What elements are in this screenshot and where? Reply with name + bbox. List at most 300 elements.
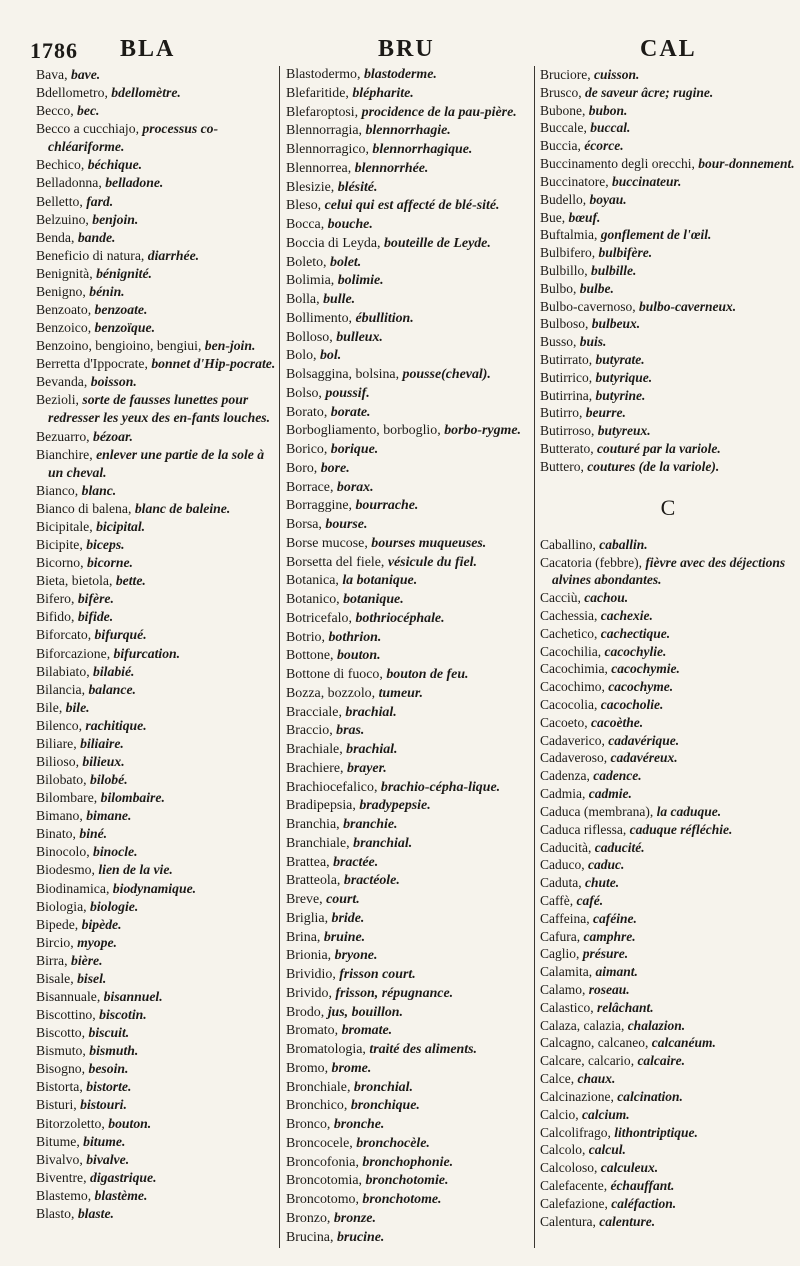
entry-headword: Brachiale <box>286 742 340 757</box>
entry-headword: Cacochimia <box>540 661 605 677</box>
entry-headword: Bdellometro <box>36 85 105 101</box>
entry-translation: lien de la vie. <box>98 862 173 878</box>
dictionary-entry: Cadaverico, cadavérique. <box>540 732 680 748</box>
entry-translation: belladone. <box>105 175 164 191</box>
dictionary-entry: Cacciù, cachou. <box>540 590 629 606</box>
entry-translation: bave. <box>70 67 101 82</box>
column-middle <box>286 66 532 1247</box>
entry-headword: Bieta, bietola <box>36 573 109 589</box>
entry-translation: la botanique. <box>342 573 418 589</box>
entry-headword: Buccinatore <box>540 173 606 189</box>
dictionary-entry: Buftalmia, gonflement de l'œil. <box>540 227 712 243</box>
dictionary-entry: Biodinamica, biodynamique. <box>36 880 197 896</box>
dictionary-entry: Cafura, camphre. <box>540 928 636 944</box>
entry-translation: bec. <box>77 103 100 119</box>
entry-headword: Bottone di fuoco <box>286 667 380 682</box>
entry-translation: cacochylie. <box>604 643 667 659</box>
dictionary-entry: Biodesmo, lien de la vie. <box>36 862 173 878</box>
entry-translation: borbo-rygme. <box>444 423 521 439</box>
dictionary-entry: Butirrina, butyrine. <box>540 387 646 403</box>
entry-headword: Braccio <box>286 723 330 739</box>
dictionary-entry: Biscotto, biscuit. <box>36 1025 130 1041</box>
entry-translation: roseau. <box>588 982 630 997</box>
dictionary-entry: Bezuarro, bézoar. <box>36 428 133 444</box>
dictionary-entry: Borbogliamento, borboglio, borbo-rygme. <box>286 423 521 439</box>
entry-translation: cadmie. <box>588 786 632 802</box>
entry-headword: Borico <box>286 442 324 457</box>
dictionary-entry: Binato, biné. <box>36 826 108 842</box>
entry-headword: Caduco <box>540 857 582 873</box>
entry-translation: cachexie. <box>600 607 653 623</box>
entry-translation: brome. <box>331 1060 372 1076</box>
entry-translation: bourses muqueuses. <box>371 535 487 551</box>
dictionary-entry: Calce, chaux. <box>540 1071 616 1087</box>
entry-headword: Butirroso <box>540 423 592 439</box>
dictionary-entry: Bile, bile. <box>36 699 90 715</box>
entry-translation: bilieux. <box>82 753 125 769</box>
entry-headword: Bilioso <box>36 753 76 769</box>
entry-headword: Bromato <box>286 1023 335 1039</box>
entry-translation: bisannuel. <box>103 988 163 1004</box>
dictionary-entry: Bisogno, besoin. <box>36 1061 129 1077</box>
entry-translation: bronchial. <box>353 1079 413 1095</box>
dictionary-entry: Bolso, poussif. <box>286 385 370 401</box>
entry-headword: Calastico <box>540 999 591 1015</box>
dictionary-entry: Belletto, fard. <box>36 193 114 209</box>
dictionary-entry: Brodo, jus, bouillon. <box>286 1004 403 1020</box>
column-left <box>36 66 276 1223</box>
entry-translation: butyrique. <box>595 369 653 385</box>
entry-translation: bicorne. <box>86 555 133 571</box>
dictionary-entry: Bulboso, bulbeux. <box>540 316 641 332</box>
dictionary-entry: Boccia di Leyda, bouteille de Leyde. <box>286 235 491 251</box>
entry-headword: Brivido <box>286 985 329 1001</box>
entry-translation: bronchique. <box>350 1098 420 1114</box>
entry-headword: Botanico <box>286 592 337 607</box>
dictionary-entry: Blefaritide, blépharite. <box>286 85 414 101</box>
dictionary-entry: Bieta, bietola, bette. <box>36 573 146 589</box>
entry-headword: Blesizie <box>286 179 331 195</box>
dictionary-entry: Biliare, biliaire. <box>36 735 124 751</box>
entry-translation: bilabié. <box>93 663 135 679</box>
entry-translation: bénin. <box>89 283 125 299</box>
dictionary-entry: Broncocele, bronchocèle. <box>286 1135 430 1151</box>
entry-headword: Bracciale <box>286 704 339 720</box>
entry-translation: calcanéum. <box>651 1035 716 1051</box>
entry-translation: échauffant. <box>610 1177 675 1193</box>
dictionary-entry: Bubone, bubon. <box>540 102 628 118</box>
dictionary-entry: Busso, buis. <box>540 334 607 350</box>
dictionary-entry: Bolsaggina, bolsina, pousse(cheval). <box>286 367 491 382</box>
dictionary-entry: Caduca (membrana), la caduque. <box>540 803 722 819</box>
entry-headword: Caduca riflessa <box>540 821 623 837</box>
dictionary-entry: Boro, bore. <box>286 460 350 476</box>
entry-translation: bivalve. <box>86 1151 130 1167</box>
entry-translation: ébullition. <box>355 310 414 326</box>
entry-translation: bolet. <box>330 254 362 270</box>
entry-headword: Belladonna <box>36 175 99 191</box>
entry-headword: Buttero <box>540 458 581 474</box>
entry-translation: bistorte. <box>86 1079 132 1095</box>
entry-translation: bromate. <box>341 1023 393 1039</box>
entry-translation: la caduque. <box>656 803 722 819</box>
entry-translation: frisson, répugnance. <box>335 985 454 1001</box>
dictionary-entry: Calcare, calcario, calcaire. <box>540 1053 686 1069</box>
entry-headword: Buccale <box>540 120 584 136</box>
entry-headword: Butirrato <box>540 352 589 367</box>
dictionary-entry: Blesizie, blésité. <box>286 179 378 195</box>
entry-headword: Blefaroptosi <box>286 104 355 120</box>
entry-translation: bryone. <box>334 948 378 964</box>
entry-translation: bulbe. <box>579 280 614 296</box>
entry-translation: bractéole. <box>343 873 400 889</box>
dictionary-entry: Bradipepsia, bradypepsie. <box>286 798 431 814</box>
entry-headword: Caffè <box>540 892 570 908</box>
entry-headword: Blefaritide <box>286 85 346 101</box>
dictionary-entry: Bisannuale, bisannuel. <box>36 988 163 1004</box>
entry-translation: bifère. <box>77 591 114 607</box>
dictionary-entry: Brusco, de saveur âcre; rugine. <box>540 84 714 100</box>
entry-headword: Bianchire <box>36 446 90 462</box>
entry-translation: bore. <box>320 460 350 476</box>
entry-headword: Cacoeto <box>540 714 585 730</box>
entry-translation: besoin. <box>88 1061 129 1077</box>
entry-translation: caduque réfléchie. <box>629 821 733 837</box>
entry-translation: caduc. <box>588 857 625 873</box>
dictionary-entry: Botrio, bothrion. <box>286 629 382 645</box>
dictionary-entry: Brattea, bractée. <box>286 854 379 870</box>
dictionary-entry: Caffè, café. <box>540 892 604 908</box>
dictionary-entry: Brachiocefalico, brachio-cépha-lique. <box>286 779 501 795</box>
entry-translation: blésité. <box>337 179 378 195</box>
entry-headword: Bisogno <box>36 1061 82 1077</box>
entry-headword: Bitorzoletto <box>36 1115 102 1131</box>
entry-translation: gonflement de l'œil. <box>600 227 712 243</box>
dictionary-entry: Cachetico, cachectique. <box>540 625 671 641</box>
entry-headword: Bianco di balena <box>36 500 128 516</box>
entry-translation: fard. <box>86 193 114 209</box>
entry-translation: boisson. <box>90 374 137 390</box>
entry-headword: Caglio <box>540 946 576 962</box>
entry-translation: béchique. <box>87 157 143 173</box>
entry-headword: Buccia <box>540 138 578 154</box>
dictionary-entry: Buccale, buccal. <box>540 120 631 136</box>
dictionary-entry: Bitorzoletto, bouton. <box>36 1115 152 1131</box>
dictionary-entry: Cacocolia, cacocholie. <box>540 697 664 712</box>
entry-headword: Blennorrea <box>286 160 348 176</box>
entry-translation: blastème. <box>94 1187 148 1203</box>
dictionary-entry: Becco a cucchiajo, processus co-chléariforme. <box>36 121 219 155</box>
entry-translation: bénignité. <box>96 265 152 281</box>
center-guide-word: BRU <box>378 36 435 62</box>
entry-headword: Biodesmo <box>36 862 92 878</box>
entry-headword: Bratteola <box>286 873 337 889</box>
dictionary-entry: Calcoloso, calculeux. <box>540 1160 659 1176</box>
dictionary-entry: Braccio, bras. <box>286 723 365 739</box>
entry-translation: bimane. <box>86 808 132 824</box>
entry-translation: calcium. <box>582 1106 630 1122</box>
entry-headword: Botanica <box>286 573 336 589</box>
entry-headword: Bronchiale <box>286 1079 347 1095</box>
entry-translation: brucine. <box>336 1229 385 1245</box>
entry-headword: Bilombare <box>36 790 94 806</box>
entry-headword: Bue <box>540 209 562 225</box>
dictionary-entry: Broncofonia, bronchophonie. <box>286 1154 454 1170</box>
dictionary-entry: Bdellometro, bdellomètre. <box>36 85 181 101</box>
dictionary-entry: Broncotomo, bronchotome. <box>286 1192 442 1207</box>
entry-headword: Briglia <box>286 910 325 926</box>
dictionary-entry: Berretta d'Ippocrate, bonnet d'Hip-pocrate. <box>36 356 276 372</box>
entry-headword: Calefacente <box>540 1177 604 1193</box>
entry-translation: biodynamique. <box>112 880 197 896</box>
entry-headword: Berretta d'Ippocrate <box>36 356 145 372</box>
entry-headword: Borbogliamento, borboglio <box>286 423 438 439</box>
section-letter: C <box>660 494 676 520</box>
dictionary-entry: Calastico, relâchant. <box>540 999 654 1015</box>
entry-translation: coutures (de la variole). <box>587 458 720 474</box>
dictionary-entry: Cacatoria (febbre), fièvre avec des déjections alvines abondantes. <box>540 554 786 588</box>
entry-headword: Calcagno, calcaneo <box>540 1035 645 1051</box>
entry-headword: Cacochimo <box>540 679 602 695</box>
entry-headword: Blennorragico <box>286 142 366 157</box>
dictionary-entry: Branchiale, branchial. <box>286 835 413 851</box>
right-guide-word: CAL <box>640 36 697 62</box>
dictionary-entry: Broncotomia, bronchotomie. <box>286 1173 449 1189</box>
entry-headword: Bulbillo <box>540 262 585 278</box>
entry-translation: bœuf. <box>568 209 601 225</box>
entry-translation: binocle. <box>93 844 138 860</box>
dictionary-entry: Brachiere, brayer. <box>286 760 387 776</box>
entry-translation: branchial. <box>353 835 413 851</box>
dictionary-entry: Calamita, aimant. <box>540 964 638 980</box>
entry-translation: butyrine. <box>595 387 646 403</box>
dictionary-entry: Calaza, calazia, chalazion. <box>540 1017 686 1033</box>
entry-translation: bourrache. <box>355 498 419 514</box>
entry-headword: Bisale <box>36 970 71 986</box>
entry-headword: Borsetta del fiele <box>286 554 381 570</box>
entry-translation: biliaire. <box>80 735 124 751</box>
entry-translation: biscotin. <box>99 1007 147 1023</box>
dictionary-entry: Butirrato, butyrate. <box>540 352 645 367</box>
dictionary-entry: Borato, borate. <box>286 404 371 420</box>
entry-translation: biné. <box>79 826 108 842</box>
entry-translation: tumeur. <box>378 685 423 701</box>
dictionary-entry: Borico, borique. <box>286 442 379 457</box>
entry-translation: bolimie. <box>337 273 384 289</box>
page-number: 1786 <box>30 38 78 63</box>
dictionary-entry: Buccia, écorce. <box>540 138 624 154</box>
dictionary-entry: Cacoeto, cacoèthe. <box>540 714 644 730</box>
entry-headword: Bismuto <box>36 1043 83 1059</box>
dictionary-entry: Bechico, béchique. <box>36 157 143 173</box>
dictionary-entry: Biscottino, biscotin. <box>36 1007 147 1023</box>
entry-translation: botanique. <box>343 592 404 607</box>
entry-headword: Boleto <box>286 254 324 270</box>
entry-translation: beurre. <box>585 405 626 421</box>
entry-translation: cachectique. <box>600 625 671 641</box>
entry-translation: procidence de la pau-pière. <box>361 104 517 120</box>
dictionary-entry: Bianco di balena, blanc de baleine. <box>36 500 231 516</box>
entry-translation: bol. <box>319 348 342 364</box>
dictionary-entry: Bromatologia, traité des aliments. <box>286 1042 477 1057</box>
dictionary-entry: Brivido, frisson, répugnance. <box>286 985 454 1001</box>
dictionary-entry: Bitume, bitume. <box>36 1133 126 1149</box>
dictionary-entry: Butirroso, butyreux. <box>540 423 651 439</box>
entry-translation: brachial. <box>346 742 398 757</box>
entry-headword: Bulbifero <box>540 245 592 261</box>
entry-translation: court. <box>326 892 360 907</box>
column-right-entries-b <box>540 66 796 476</box>
entry-translation: cadavérique. <box>608 732 680 748</box>
entry-translation: bile. <box>65 699 90 715</box>
dictionary-entry: Bromato, bromate. <box>286 1023 393 1039</box>
dictionary-entry: Bratteola, bractéole. <box>286 873 400 889</box>
dictionary-entry: Bolo, bol. <box>286 348 342 364</box>
entry-headword: Bronco <box>286 1117 327 1132</box>
dictionary-entry: Calefazione, caléfaction. <box>540 1195 677 1211</box>
dictionary-entry: Biforcato, bifurqué. <box>36 627 147 643</box>
entry-translation: bière. <box>70 952 103 968</box>
entry-headword: Calcinazione <box>540 1088 611 1104</box>
dictionary-entry: Borrace, borax. <box>286 479 374 495</box>
entry-headword: Bolla <box>286 292 317 307</box>
entry-headword: Bevanda <box>36 374 84 390</box>
entry-headword: Bisannuale <box>36 988 97 1004</box>
entry-translation: bipède. <box>81 916 122 932</box>
dictionary-entry: Cacochimo, cacochyme. <box>540 679 674 695</box>
entry-translation: bulleux. <box>336 329 383 345</box>
entry-translation: borique. <box>330 442 379 457</box>
entry-headword: Benzoico <box>36 320 88 336</box>
entry-headword: Calcio <box>540 1106 576 1122</box>
entry-headword: Butirrina <box>540 387 589 403</box>
entry-headword: Bromo <box>286 1060 325 1076</box>
entry-headword: Bleso <box>286 198 318 214</box>
entry-translation: caballin. <box>599 536 648 552</box>
dictionary-entry: Borse mucose, bourses muqueuses. <box>286 535 487 551</box>
entry-headword: Caduta <box>540 875 579 891</box>
entry-headword: Borraggine <box>286 498 349 514</box>
entry-translation: bisel. <box>77 970 107 986</box>
dictionary-entry: Cacochimia, cacochymie. <box>540 661 680 677</box>
dictionary-entry: Blennorragia, blennorrhagie. <box>286 123 451 139</box>
entry-headword: Bezioli <box>36 392 76 408</box>
entry-headword: Bicipite <box>36 537 80 553</box>
entry-translation: cacochymie. <box>611 661 680 677</box>
entry-translation: bride. <box>331 910 365 926</box>
entry-headword: Cadmia <box>540 786 582 802</box>
column-right-entries-c <box>540 536 796 1231</box>
page-header <box>0 30 800 70</box>
entry-headword: Calcolo <box>540 1142 582 1158</box>
entry-translation: chute. <box>585 875 620 891</box>
entry-translation: enlever une partie de la sole à un cheval. <box>48 446 265 480</box>
entry-translation: chaux. <box>577 1071 616 1087</box>
entry-translation: couturé par la variole. <box>597 441 721 457</box>
entry-translation: bulle. <box>323 292 356 307</box>
entry-translation: myope. <box>77 934 117 950</box>
entry-headword: Blastemo <box>36 1187 88 1203</box>
entry-headword: Brusco <box>540 84 579 100</box>
entry-headword: Brachiocefalico <box>286 779 374 795</box>
dictionary-entry: Breve, court. <box>286 892 360 907</box>
entry-headword: Belzuino <box>36 211 86 227</box>
dictionary-entry: Brachiale, brachial. <box>286 742 398 757</box>
entry-translation: biceps. <box>86 537 125 553</box>
dictionary-entry: Caduco, caduc. <box>540 857 625 873</box>
entry-translation: bouton. <box>336 648 381 664</box>
entry-translation: bilombaire. <box>100 790 165 806</box>
entry-translation: bouton. <box>108 1115 152 1131</box>
dictionary-entry: Bue, bœuf. <box>540 209 601 225</box>
entry-translation: bronche. <box>333 1117 385 1132</box>
entry-translation: bras. <box>336 723 365 739</box>
dictionary-entry: Brionia, bryone. <box>286 948 378 964</box>
dictionary-entry: Calcolo, calcul. <box>540 1142 626 1158</box>
entry-translation: blanc. <box>81 482 117 498</box>
entry-translation: bronchocèle. <box>356 1135 430 1151</box>
dictionary-entry: Bollimento, ébullition. <box>286 310 414 326</box>
entry-translation: caducité. <box>594 839 645 855</box>
entry-headword: Calamita <box>540 964 589 980</box>
dictionary-entry: Bifido, bifide. <box>36 609 114 625</box>
entry-translation: bdellomètre. <box>111 85 181 101</box>
entry-headword: Brina <box>286 929 317 945</box>
dictionary-entry: Belzuino, benjoin. <box>36 211 139 227</box>
dictionary-entry: Blennorrea, blennorrhée. <box>286 160 429 176</box>
entry-headword: Calaza, calazia <box>540 1017 621 1033</box>
entry-translation: bothrion. <box>328 629 382 645</box>
entry-headword: Butirrico <box>540 369 589 385</box>
entry-translation: vésicule du fiel. <box>387 554 477 570</box>
entry-headword: Bolloso <box>286 329 330 345</box>
dictionary-entry: Binocolo, binocle. <box>36 844 138 860</box>
entry-translation: borate. <box>330 404 371 420</box>
entry-headword: Cadenza <box>540 768 587 784</box>
entry-translation: butyrate. <box>595 352 645 367</box>
dictionary-entry: Bolloso, bulleux. <box>286 329 383 345</box>
entry-translation: poussif. <box>325 385 370 401</box>
entry-translation: celui qui est affecté de blé-sité. <box>324 198 500 214</box>
entry-headword: Bilabiato <box>36 663 87 679</box>
entry-headword: Calcoloso <box>540 1160 594 1176</box>
entry-translation: bouche. <box>327 217 373 232</box>
dictionary-entry: Bevanda, boisson. <box>36 374 137 390</box>
entry-headword: Benignità <box>36 265 90 281</box>
dictionary-entry: Bilombare, bilombaire. <box>36 790 165 806</box>
entry-headword: Bechico <box>36 157 81 173</box>
entry-headword: Calentura <box>540 1213 593 1229</box>
entry-headword: Becco a cucchiajo <box>36 121 136 137</box>
dictionary-entry: Calcolifrago, lithontriptique. <box>540 1124 698 1140</box>
dictionary-entry: Bava, bave. <box>36 67 101 82</box>
dictionary-entry: Biventre, digastrique. <box>36 1169 157 1185</box>
dictionary-entry: Benda, bande. <box>36 229 116 245</box>
entry-translation: cachou. <box>584 590 629 606</box>
entry-headword: Broncotomo <box>286 1192 356 1207</box>
entry-headword: Biscotto <box>36 1025 82 1041</box>
entry-translation: aimant. <box>595 964 638 980</box>
dictionary-entry: Bivalvo, bivalve. <box>36 1151 130 1167</box>
entry-translation: bronchophonie. <box>362 1154 454 1170</box>
dictionary-entry: Bozza, bozzolo, tumeur. <box>286 685 423 701</box>
entry-translation: bulbeux. <box>591 316 641 332</box>
dictionary-entry: Bircio, myope. <box>36 934 117 950</box>
entry-headword: Brodo <box>286 1004 321 1020</box>
dictionary-entry: Bronchico, bronchique. <box>286 1098 420 1114</box>
entry-translation: bifurqué. <box>94 627 147 643</box>
entry-translation: biscuit. <box>88 1025 130 1041</box>
